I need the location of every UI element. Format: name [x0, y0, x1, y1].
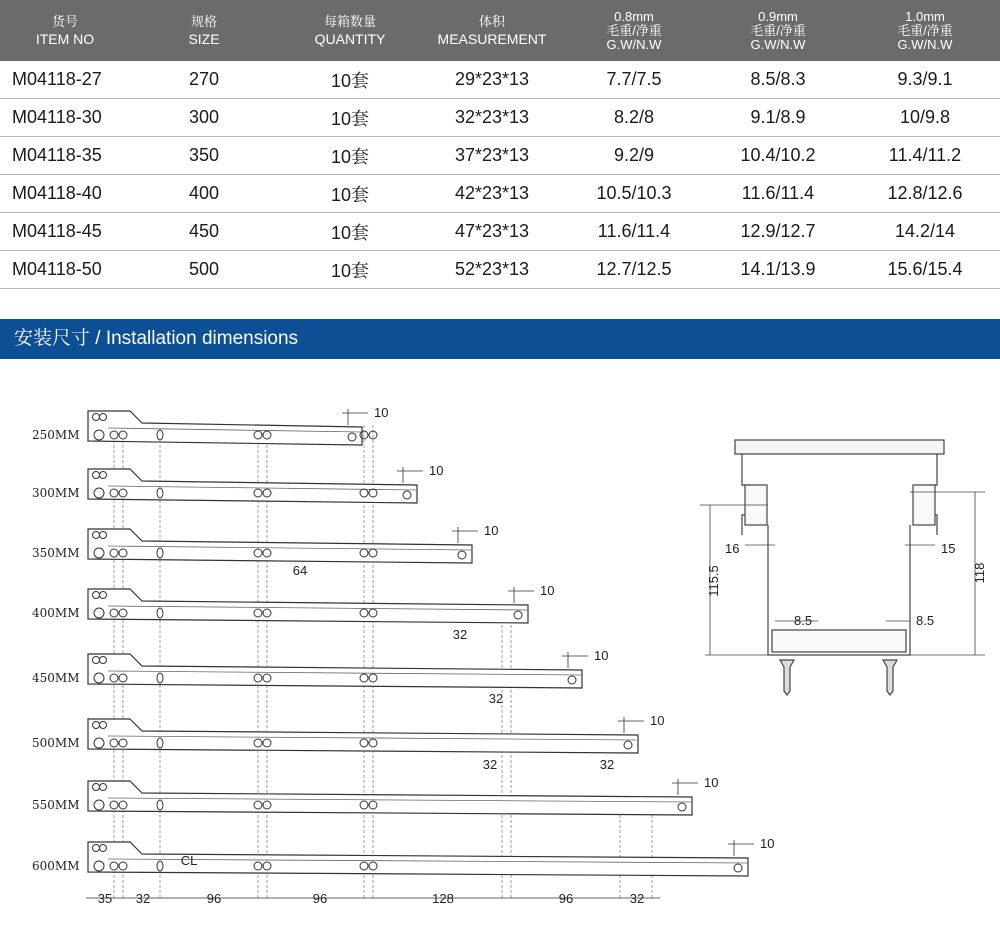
rail-drawing — [32, 713, 664, 753]
cell-weight-10: 10/9.8 — [850, 99, 1000, 137]
cell-quantity: 10套 — [278, 99, 422, 137]
installation-banner: 安装尺寸 / Installation dimensions — [0, 319, 1000, 359]
cell-size: 450 — [130, 213, 278, 251]
cs-right-gap: 8.5 — [916, 613, 935, 628]
cell-quantity: 10套 — [278, 251, 422, 289]
bottom-dim-label: 128 — [432, 891, 454, 906]
rail-body — [88, 781, 692, 815]
rail-tip-dim: 10 — [760, 836, 775, 851]
rail-size-label: 400MM — [32, 606, 80, 620]
installation-drawing — [0, 385, 1000, 931]
rail-size-label: 550MM — [32, 798, 80, 812]
cell-weight-10: 9.3/9.1 — [850, 61, 1000, 99]
cell-weight-09: 8.5/8.3 — [706, 61, 850, 99]
cell-measurement: 42*23*13 — [422, 175, 562, 213]
table-row — [0, 61, 1000, 99]
header-item-no: 货号 ITEM NO — [0, 0, 130, 61]
rail-body — [88, 719, 638, 753]
bottom-dim-label: 32 — [629, 891, 645, 906]
rail-annotation-dim: 32 — [599, 757, 615, 772]
cs-left-offset: 16 — [725, 541, 740, 556]
cell-size: 270 — [130, 61, 278, 99]
table-row — [0, 213, 1000, 251]
bottom-dimension-line — [86, 891, 660, 906]
cell-measurement: 29*23*13 — [422, 61, 562, 99]
header-weight-09: 0.9mm 毛重/净重 G.W/N.W — [706, 0, 850, 61]
rail-size-label: 450MM — [32, 671, 80, 685]
cell-measurement: 47*23*13 — [422, 213, 562, 251]
rail-annotation-dim: CL — [180, 853, 198, 868]
cell-weight-10: 11.4/11.2 — [850, 137, 1000, 175]
rail-size-label: 250MM — [32, 428, 80, 442]
cell-weight-08: 7.7/7.5 — [562, 61, 706, 99]
cross-section — [700, 440, 987, 695]
cell-item-no: M04118-30 — [0, 99, 130, 137]
cell-size: 300 — [130, 99, 278, 137]
header-weight-08: 0.8mm 毛重/净重 G.W/N.W — [562, 0, 706, 61]
rail-annotation-dim: 32 — [488, 691, 504, 706]
rail-drawing — [32, 463, 443, 503]
bottom-dim-label: 96 — [206, 891, 222, 906]
rail-tip-dim: 10 — [704, 775, 719, 790]
rail-tip-dim: 10 — [594, 648, 609, 663]
rail-size-label: 300MM — [32, 486, 80, 500]
rail-tip-dim: 10 — [650, 713, 665, 728]
cell-weight-08: 11.6/11.4 — [562, 213, 706, 251]
rail-body — [88, 529, 472, 563]
rail-tip-dim: 10 — [484, 523, 499, 538]
rail-tip-dim: 10 — [429, 463, 444, 478]
cell-size: 350 — [130, 137, 278, 175]
cell-weight-10: 12.8/12.6 — [850, 175, 1000, 213]
rail-tip-dim: 10 — [374, 405, 389, 420]
rail-drawing — [32, 583, 554, 623]
cell-measurement: 37*23*13 — [422, 137, 562, 175]
cell-measurement: 52*23*13 — [422, 251, 562, 289]
cs-left-gap: 8.5 — [794, 613, 813, 628]
rail-drawing — [32, 523, 498, 563]
table-row — [0, 175, 1000, 213]
header-measurement: 体积 MEASUREMENT — [422, 0, 562, 61]
table-row — [0, 99, 1000, 137]
bottom-dim-label: 35 — [97, 891, 113, 906]
rail-drawing — [32, 648, 608, 688]
cell-weight-09: 9.1/8.9 — [706, 99, 850, 137]
rail-annotation-dim: 64 — [292, 563, 308, 578]
rail-tip-dim: 10 — [540, 583, 555, 598]
cell-weight-09: 14.1/13.9 — [706, 251, 850, 289]
cell-measurement: 32*23*13 — [422, 99, 562, 137]
table-row — [0, 251, 1000, 289]
table-row — [0, 137, 1000, 175]
table-header-row — [0, 0, 1000, 61]
bottom-dim-label: 96 — [312, 891, 328, 906]
cell-weight-08: 9.2/9 — [562, 137, 706, 175]
cell-weight-09: 10.4/10.2 — [706, 137, 850, 175]
rail-annotation-dim: 32 — [452, 627, 468, 642]
cell-weight-08: 8.2/8 — [562, 99, 706, 137]
bottom-dim-label: 32 — [135, 891, 151, 906]
cell-quantity: 10套 — [278, 137, 422, 175]
cell-weight-08: 10.5/10.3 — [562, 175, 706, 213]
cell-size: 500 — [130, 251, 278, 289]
rail-body — [88, 654, 582, 688]
cell-quantity: 10套 — [278, 61, 422, 99]
rail-annotation-dim: 32 — [482, 757, 498, 772]
rail-size-label: 350MM — [32, 546, 80, 560]
cs-right-offset: 15 — [941, 541, 956, 556]
cell-item-no: M04118-40 — [0, 175, 130, 213]
cell-item-no: M04118-35 — [0, 137, 130, 175]
cell-size: 400 — [130, 175, 278, 213]
cell-weight-09: 11.6/11.4 — [706, 175, 850, 213]
cell-item-no: M04118-45 — [0, 213, 130, 251]
cell-weight-10: 15.6/15.4 — [850, 251, 1000, 289]
rail-size-label: 500MM — [32, 736, 80, 750]
cs-right-height: 118 — [972, 562, 987, 584]
cell-quantity: 10套 — [278, 213, 422, 251]
rail-drawing — [32, 775, 718, 815]
header-quantity: 每箱数量 QUANTITY — [278, 0, 422, 61]
rail-size-label: 600MM — [32, 859, 80, 873]
cell-weight-10: 14.2/14 — [850, 213, 1000, 251]
cell-item-no: M04118-50 — [0, 251, 130, 289]
rail-drawing — [32, 836, 774, 876]
rail-drawing — [32, 405, 388, 445]
cs-left-height: 115.5 — [706, 565, 721, 597]
bottom-dim-label: 96 — [558, 891, 574, 906]
cell-weight-09: 12.9/12.7 — [706, 213, 850, 251]
cell-weight-08: 12.7/12.5 — [562, 251, 706, 289]
rail-body — [88, 589, 528, 623]
header-size: 规格 SIZE — [130, 0, 278, 61]
cell-quantity: 10套 — [278, 175, 422, 213]
spec-table — [0, 0, 1000, 289]
header-weight-10: 1.0mm 毛重/净重 G.W/N.W — [850, 0, 1000, 61]
cell-item-no: M04118-27 — [0, 61, 130, 99]
